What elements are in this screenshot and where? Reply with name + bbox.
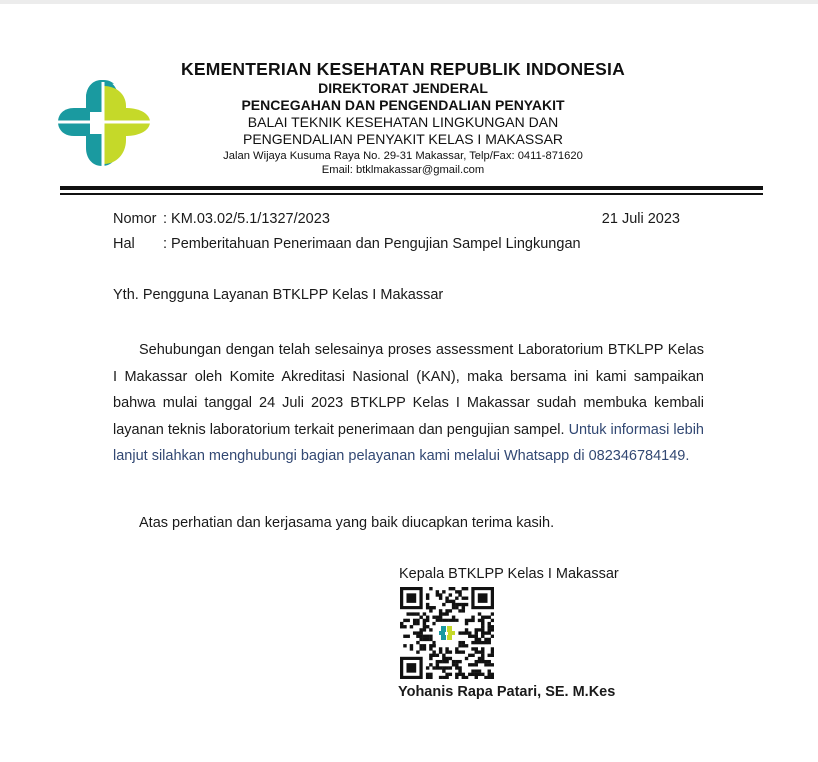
- letterhead-rule-thick: [60, 186, 763, 190]
- letterhead-rule-thin: [60, 193, 763, 195]
- directorate-name: PENCEGAHAN DAN PENGENDALIAN PENYAKIT: [241, 97, 565, 113]
- hal-label: Hal: [113, 236, 135, 252]
- office-name-line1: BALAI TEKNIK KESEHATAN LINGKUNGAN DAN: [247, 114, 559, 130]
- office-name-line2: PENGENDALIAN PENYAKIT KELAS I MAKASSAR: [242, 131, 564, 147]
- letterhead: [150, 58, 656, 177]
- office-email: Email: btklmakassar@gmail.com: [321, 164, 485, 176]
- subject-row: [113, 234, 581, 254]
- closing-text: Atas perhatian dan kerjasama yang baik diucapkan terima kasih.: [139, 515, 555, 531]
- signatory-name: Yohanis Rapa Patari, SE. M.Kes: [398, 684, 616, 700]
- kemenkes-logo-icon: [56, 78, 152, 170]
- contact-info-text: Untuk informasi lebih lanjut silahkan menghubungi bagian pelayanan kami melalui Whatsapp di 082346784149.: [113, 421, 704, 464]
- letter-date: 21 Juli 2023: [601, 211, 680, 227]
- office-address: Jalan Wijaya Kusuma Raya No. 29-31 Makassar, Telp/Fax: 0411-871620: [223, 150, 583, 162]
- ministry-name: KEMENTERIAN KESEHATAN REPUBLIK INDONESIA: [181, 59, 625, 79]
- nomor-value: : KM.03.02/5.1/1327/2023: [163, 211, 330, 227]
- qr-code-icon: [400, 587, 494, 679]
- recipient-greeting: Yth. Pengguna Layanan BTKLPP Kelas I Makassar: [113, 287, 444, 303]
- hal-value: : Pemberitahuan Penerimaan dan Pengujian Sampel Lingkungan: [163, 236, 581, 252]
- top-edge-shadow: [0, 0, 818, 4]
- signatory-title: Kepala BTKLPP Kelas I Makassar: [399, 566, 619, 582]
- body-main-text: Sehubungan dengan telah selesainya proses assessment Laboratorium BTKLPP Kelas I Makassar oleh Komite Akreditasi Nasional (KAN), maka bersama ini kami sampaikan bahwa mulai tanggal 24 Juli 2023 BTKLPP Kelas I Makassar sudah membuka kembali layanan teknis laboratorium terkait penerimaan dan pengujian sampel.: [113, 342, 704, 438]
- nomor-label: Nomor: [113, 211, 157, 227]
- letter-number-row: [113, 209, 330, 229]
- letter-body: [113, 337, 704, 470]
- directorate-title: DIREKTORAT JENDERAL: [318, 80, 488, 96]
